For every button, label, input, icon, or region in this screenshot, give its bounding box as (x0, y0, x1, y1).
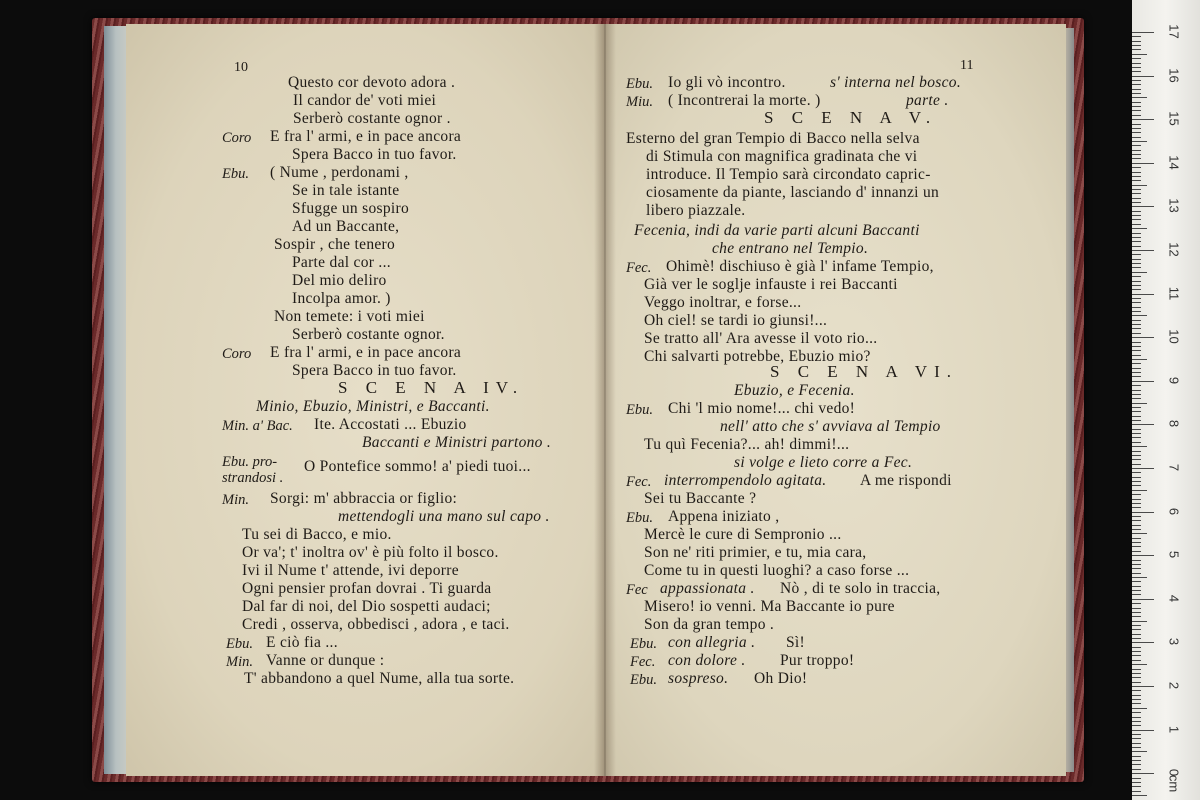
ruler-tick (1132, 629, 1141, 630)
ruler-tick (1132, 385, 1141, 386)
speaker-label: Fec. (626, 474, 652, 490)
ruler-label: 13 (1166, 198, 1182, 214)
ruler-tick (1132, 233, 1141, 234)
ruler-tick (1132, 36, 1141, 37)
scene-cast: Fecenia, indi da varie parti alcuni Baccanti (634, 222, 920, 239)
ruler-tick (1132, 381, 1154, 382)
ruler-tick (1132, 276, 1141, 277)
ruler-tick (1132, 786, 1141, 787)
verse-line: Nò , di te solo in traccia, (780, 580, 941, 597)
ruler-tick (1132, 791, 1141, 792)
ruler-tick (1132, 115, 1141, 116)
ruler-tick (1132, 520, 1141, 521)
ruler-tick (1132, 372, 1141, 373)
ruler-tick (1132, 516, 1141, 517)
ruler-tick (1132, 363, 1141, 364)
ruler-tick (1132, 490, 1147, 491)
ruler-label: 12 (1166, 242, 1182, 257)
ruler-tick (1132, 538, 1141, 539)
ruler-tick (1132, 664, 1147, 665)
scene-heading: S C E N A IV. (338, 378, 525, 397)
ruler-tick (1132, 350, 1141, 351)
stage-direction: nell' atto che s' avviava al Tempio (720, 418, 941, 435)
page-number: 10 (234, 60, 248, 75)
ruler-tick (1132, 333, 1141, 334)
verse-line: Mercè le cure di Sempronio ... (644, 526, 842, 543)
ruler-tick (1132, 721, 1141, 722)
stage-direction: sospreso. (668, 670, 729, 687)
ruler-tick (1132, 189, 1141, 190)
ruler-tick (1132, 58, 1141, 59)
scene-heading: S C E N A V. (764, 108, 938, 127)
ruler-tick (1132, 128, 1141, 129)
speaker-label: Coro (222, 346, 252, 362)
ruler-tick (1132, 63, 1141, 64)
ruler-tick (1132, 84, 1141, 85)
ruler-tick (1132, 442, 1141, 443)
ruler-tick (1132, 250, 1154, 251)
verse-line: Vanne or dunque : (266, 652, 385, 669)
speaker-label: Ebu. pro- strandosi . (222, 454, 284, 486)
ruler-label: 3 (1166, 638, 1182, 646)
ruler-tick (1132, 612, 1141, 613)
verse-line: Sì! (786, 634, 805, 651)
ruler-tick (1132, 782, 1141, 783)
ruler-tick (1132, 163, 1154, 164)
ruler-tick (1132, 307, 1141, 308)
ruler-tick (1132, 573, 1141, 574)
ruler-tick (1132, 93, 1141, 94)
ruler-tick (1132, 525, 1141, 526)
ruler-unit-label: cm (1166, 774, 1182, 793)
ruler-tick (1132, 324, 1141, 325)
ruler-tick (1132, 621, 1147, 622)
left-page (126, 24, 606, 776)
ruler-tick (1132, 555, 1154, 556)
ruler-tick (1132, 468, 1154, 469)
ruler-tick (1132, 241, 1141, 242)
ruler-tick (1132, 315, 1147, 316)
stage-direction: appassionata . (660, 580, 755, 597)
ruler-tick (1132, 446, 1147, 447)
ruler-tick (1132, 590, 1141, 591)
ruler-tick (1132, 281, 1141, 282)
ruler-tick (1132, 368, 1141, 369)
ruler-tick (1132, 132, 1141, 133)
ruler-tick (1132, 206, 1154, 207)
verse-line: Spera Bacco in tuo favor. (292, 146, 457, 163)
ruler-tick (1132, 49, 1141, 50)
ruler-tick (1132, 416, 1141, 417)
verse-line: Non temete: i voti miei (274, 308, 425, 325)
ruler-tick (1132, 429, 1141, 430)
ruler-tick (1132, 699, 1141, 700)
ruler-tick (1132, 219, 1141, 220)
verse-line: Credi , osserva, obbedisci , adora , e taci. (242, 616, 510, 633)
speaker-label: Ebu. (630, 636, 657, 652)
ruler-tick (1132, 459, 1141, 460)
ruler-tick (1132, 67, 1141, 68)
ruler-tick (1132, 172, 1141, 173)
scene-cast: Minio, Ebuzio, Ministri, e Baccanti. (256, 398, 490, 415)
scene-cast: che entrano nel Tempio. (712, 240, 869, 257)
ruler-tick (1132, 355, 1141, 356)
verse-line: Tu sei di Bacco, e mio. (242, 526, 392, 543)
ruler-tick (1132, 106, 1141, 107)
stage-direction: interrompendolo agitata. (664, 472, 827, 489)
scene-cast: Ebuzio, e Fecenia. (734, 382, 855, 399)
ruler-tick (1132, 32, 1154, 33)
ruler-tick (1132, 512, 1154, 513)
stage-direction: mettendogli una mano sul capo . (338, 508, 550, 525)
verse-line: Questo cor devoto adora . (288, 74, 456, 91)
ruler-tick (1132, 228, 1147, 229)
ruler-tick (1132, 346, 1141, 347)
ruler-tick (1132, 655, 1141, 656)
ruler-label: 4 (1166, 594, 1182, 602)
ruler-tick (1132, 45, 1141, 46)
ruler-tick (1132, 608, 1141, 609)
ruler-tick (1132, 690, 1141, 691)
ruler-tick (1132, 481, 1141, 482)
ruler-tick (1132, 80, 1141, 81)
ruler-tick (1132, 407, 1141, 408)
verse-line: T' abbandono a quel Nume, alla tua sorte. (244, 670, 515, 687)
page-number: 11 (960, 58, 974, 73)
ruler-tick (1132, 193, 1141, 194)
verse-line: Dal far di noi, del Dio sospetti audaci; (242, 598, 491, 615)
verse-line: Il candor de' voti miei (293, 92, 437, 109)
ruler-tick (1132, 254, 1141, 255)
ruler-tick (1132, 651, 1141, 652)
ruler-tick (1132, 403, 1147, 404)
ruler-tick (1132, 603, 1141, 604)
ruler-label: 2 (1166, 681, 1182, 690)
ruler-tick (1132, 464, 1141, 465)
verse-line: E fra l' armi, e in pace ancora (270, 128, 462, 145)
verse-line: ( Nume , perdonami , (270, 164, 409, 181)
ruler-tick (1132, 577, 1147, 578)
stage-direction: si volge e lieto corre a Fec. (734, 454, 913, 471)
speaker-label: Fec. (630, 654, 656, 670)
ruler-tick (1132, 311, 1141, 312)
ruler-tick (1132, 764, 1141, 765)
ruler-tick (1132, 756, 1141, 757)
ruler-tick (1132, 272, 1147, 273)
ruler-tick (1132, 725, 1141, 726)
stage-direction: con allegria . (668, 634, 756, 651)
ruler-tick (1132, 625, 1141, 626)
ruler-tick (1132, 76, 1154, 77)
verse-line: Già ver le soglje infauste i rei Baccanti (644, 276, 898, 293)
ruler-label: 11 (1166, 286, 1182, 300)
ruler-tick (1132, 551, 1141, 552)
ruler-tick (1132, 211, 1141, 212)
ruler-tick (1132, 708, 1147, 709)
verse-line: Ivi il Nume t' attende, ivi deporre (242, 562, 459, 579)
ruler-label: 6 (1166, 507, 1182, 515)
verse-line: Sei tu Baccante ? (644, 490, 757, 507)
ruler-tick (1132, 150, 1141, 151)
verse-line: Veggo inoltrar, e forse... (644, 294, 802, 311)
ruler-label: 0 (1166, 769, 1182, 777)
verse-line: Ohimè! dischiuso è già l' infame Tempio, (666, 258, 934, 275)
ruler-label: 17 (1166, 24, 1182, 39)
ruler-tick (1132, 743, 1141, 744)
verse-line: Se in tale istante (292, 182, 400, 199)
ruler-tick (1132, 494, 1141, 495)
ruler-tick (1132, 398, 1141, 399)
ruler-tick (1132, 581, 1141, 582)
ruler-tick (1132, 599, 1154, 600)
ruler-tick (1132, 124, 1141, 125)
ruler-tick (1132, 485, 1141, 486)
speaker-label: Ebu. (630, 672, 657, 688)
ruler-tick (1132, 289, 1141, 290)
ruler-tick (1132, 202, 1141, 203)
ruler-tick (1132, 437, 1141, 438)
ruler-tick (1132, 778, 1141, 779)
verse-line: Ite. Accostati ... Ebuzio (314, 416, 467, 433)
speaker-label: Fec. (626, 260, 652, 276)
ruler-tick (1132, 695, 1141, 696)
ruler-tick (1132, 394, 1141, 395)
description-line: libero piazzale. (646, 202, 746, 219)
ruler-label: 7 (1166, 463, 1182, 472)
ruler-tick (1132, 302, 1141, 303)
verse-line: Sfugge un sospiro (292, 200, 410, 217)
verse-line: Incolpa amor. ) (292, 290, 391, 307)
ruler-tick (1132, 102, 1141, 103)
ruler-tick (1132, 176, 1141, 177)
speaker-label: Miu. (626, 94, 653, 110)
ruler-tick (1132, 616, 1141, 617)
ruler-tick (1132, 634, 1141, 635)
ruler-tick (1132, 507, 1141, 508)
speaker-label: Ebu. (226, 636, 253, 652)
ruler-tick (1132, 455, 1141, 456)
ruler-tick (1132, 734, 1141, 735)
ruler-tick (1132, 477, 1141, 478)
ruler-tick (1132, 263, 1141, 264)
ruler-tick (1132, 167, 1141, 168)
ruler-tick (1132, 542, 1141, 543)
ruler-tick (1132, 298, 1141, 299)
ruler-tick (1132, 673, 1141, 674)
ruler-tick (1132, 110, 1141, 111)
ruler-label: 8 (1166, 420, 1182, 428)
right-page (604, 24, 1066, 776)
ruler-tick (1132, 472, 1141, 473)
verse-line: Son da gran tempo . (644, 616, 775, 633)
ruler-tick (1132, 568, 1141, 569)
speaker-label: Ebu. (626, 402, 653, 418)
speaker-label: Min. a' Bac. (222, 418, 293, 434)
ruler-tick (1132, 180, 1141, 181)
ruler-tick (1132, 185, 1147, 186)
verse-line: Chi 'l mio nome!... chi vedo! (668, 400, 856, 417)
scene-heading: S C E N A VI. (770, 362, 958, 381)
ruler-tick (1132, 294, 1154, 295)
ruler-tick (1132, 712, 1141, 713)
ruler-label: 1 (1166, 725, 1182, 733)
verse-line: Come tu in questi luoghi? a caso forse ... (644, 562, 910, 579)
ruler-tick (1132, 738, 1141, 739)
ruler-tick (1132, 359, 1147, 360)
stage-direction: con dolore . (668, 652, 746, 669)
speaker-label: Ebu. (626, 510, 653, 526)
description-line: ciosamente da piante, lasciando d' innanzi un (646, 184, 940, 201)
ruler-tick (1132, 533, 1147, 534)
speaker-label: Fec (626, 582, 648, 598)
verse-line: E ciò fia ... (266, 634, 338, 651)
ruler-tick (1132, 97, 1147, 98)
ruler-tick (1132, 320, 1141, 321)
measuring-ruler (1132, 0, 1200, 800)
ruler-tick (1132, 285, 1141, 286)
ruler-label: 10 (1166, 329, 1182, 344)
ruler-label: 16 (1166, 67, 1182, 83)
ruler-tick (1132, 773, 1154, 774)
ruler-tick (1132, 119, 1154, 120)
ruler-tick (1132, 237, 1141, 238)
verse-line: Or va'; t' inoltra ov' è più folto il bosco. (242, 544, 499, 561)
verse-line: Oh ciel! se tardi io giunsi!... (644, 312, 828, 329)
book-gutter (594, 24, 616, 776)
verse-line: Io gli vò incontro. (668, 74, 786, 91)
ruler-tick (1132, 730, 1154, 731)
ruler-tick (1132, 41, 1141, 42)
verse-line: A me rispondi (860, 472, 952, 489)
speaker-label: Ebu. (626, 76, 653, 92)
verse-line: Misero! io venni. Ma Baccante io pure (644, 598, 895, 615)
ruler-tick (1132, 451, 1141, 452)
ruler-tick (1132, 89, 1141, 90)
ruler-tick (1132, 564, 1141, 565)
ruler-tick (1132, 259, 1141, 260)
speaker-label: Min. (226, 654, 253, 670)
ruler-tick (1132, 686, 1154, 687)
verse-line: Appena iniziato , (668, 508, 780, 525)
ruler-tick (1132, 411, 1141, 412)
ruler-tick (1132, 586, 1141, 587)
ruler-tick (1132, 420, 1141, 421)
ruler-label: 5 (1166, 551, 1182, 559)
ruler-tick (1132, 795, 1147, 796)
verse-line: ( Incontrerai la morte. ) (668, 92, 821, 109)
stage-direction: parte . (906, 92, 949, 109)
ruler-tick (1132, 54, 1147, 55)
speaker-label: Min. (222, 492, 249, 508)
ruler-tick (1132, 71, 1141, 72)
ruler-tick (1132, 747, 1141, 748)
ruler-tick (1132, 224, 1141, 225)
verse-line: O Pontefice sommo! a' piedi tuoi... (304, 458, 531, 475)
ruler-tick (1132, 660, 1141, 661)
ruler-tick (1132, 390, 1141, 391)
ruler-tick (1132, 669, 1141, 670)
ruler-tick (1132, 342, 1141, 343)
ruler-tick (1132, 267, 1141, 268)
verse-line: Son ne' riti primier, e tu, mia cara, (644, 544, 867, 561)
ruler-tick (1132, 246, 1141, 247)
speaker-label: Ebu. (222, 166, 249, 182)
verse-line: Tu quì Fecenia?... ah! dimmi!... (644, 436, 850, 453)
ruler-tick (1132, 141, 1147, 142)
ruler-tick (1132, 424, 1154, 425)
ruler-tick (1132, 638, 1141, 639)
ruler-tick (1132, 594, 1141, 595)
ruler-tick (1132, 642, 1154, 643)
ruler-tick (1132, 546, 1141, 547)
stage-direction: Baccanti e Ministri partono . (362, 434, 552, 451)
ruler-tick (1132, 198, 1141, 199)
description-line: introduce. Il Tempio sarà circondato capric- (646, 166, 931, 183)
ruler-tick (1132, 328, 1141, 329)
ruler-tick (1132, 433, 1141, 434)
ruler-tick (1132, 760, 1141, 761)
ruler-label: 15 (1166, 111, 1182, 126)
ruler-tick (1132, 337, 1154, 338)
ruler-tick (1132, 751, 1147, 752)
verse-line: Chi salvarti potrebbe, Ebuzio mio? (644, 348, 871, 365)
ruler-tick (1132, 154, 1141, 155)
ruler-tick (1132, 145, 1141, 146)
stage-direction: s' interna nel bosco. (830, 74, 962, 91)
ruler-tick (1132, 703, 1141, 704)
ruler-tick (1132, 376, 1141, 377)
verse-line: Se tratto all' Ara avesse il voto rio... (644, 330, 878, 347)
description-line: Esterno del gran Tempio di Bacco nella selva (626, 130, 920, 147)
verse-line: Serberò costante ognor. (292, 326, 445, 343)
verse-line: Sospir , che tenero (274, 236, 396, 253)
ruler-tick (1132, 769, 1141, 770)
verse-line: Sorgi: m' abbraccia or figlio: (270, 490, 458, 507)
verse-line: Oh Dio! (754, 670, 808, 687)
verse-line: Serberò costante ognor . (293, 110, 451, 127)
verse-line: Ad un Baccante, (292, 218, 400, 235)
ruler-tick (1132, 560, 1141, 561)
ruler-tick (1132, 215, 1141, 216)
verse-line: Spera Bacco in tuo favor. (292, 362, 457, 379)
ruler-tick (1132, 158, 1141, 159)
ruler-tick (1132, 137, 1141, 138)
ruler-tick (1132, 499, 1141, 500)
ruler-tick (1132, 682, 1141, 683)
verse-line: Ogni pensier profan dovrai . Ti guarda (242, 580, 492, 597)
ruler-tick (1132, 529, 1141, 530)
verse-line: Parte dal cor ... (292, 254, 391, 271)
ruler-label: 9 (1166, 376, 1182, 384)
ruler-tick (1132, 503, 1141, 504)
description-line: di Stimula con magnifica gradinata che vi (646, 148, 918, 165)
speaker-label: Coro (222, 130, 252, 146)
ruler-tick (1132, 647, 1141, 648)
ruler-tick (1132, 677, 1141, 678)
ruler-tick (1132, 717, 1141, 718)
verse-line: Del mio deliro (292, 272, 387, 289)
verse-line: E fra l' armi, e in pace ancora (270, 344, 462, 361)
verse-line: Pur troppo! (780, 652, 855, 669)
ruler-label: 14 (1166, 155, 1182, 170)
